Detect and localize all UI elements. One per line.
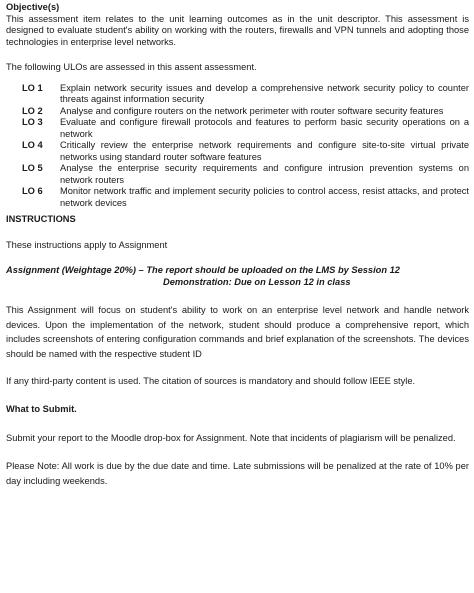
ulo-item-5 bbox=[6, 163, 469, 186]
ulo-code: LO 6 bbox=[22, 186, 43, 196]
assignment-demonstration: Demonstration: Due on Lesson 12 in class bbox=[163, 276, 351, 287]
ulo-item-2 bbox=[6, 106, 469, 118]
ulo-text: Monitor network traffic and implement security policies to control access, resist attacks, and protect network devices bbox=[60, 186, 469, 208]
ulo-text: Analyse the enterprise security requirements and configure intrusion prevention systems on network routers bbox=[60, 163, 469, 185]
ulo-item-3 bbox=[6, 117, 469, 140]
ulo-code: LO 5 bbox=[22, 163, 43, 173]
instructions-applies: These instructions apply to Assignment bbox=[6, 239, 168, 250]
objective-text: This assessment item relates to the unit learning outcomes as in the unit descriptor. This assessment is designed to evaluate student's ability on working with the routers, firewalls and VPN tunnels and adopting those technologies in enterprise level networks. bbox=[6, 13, 469, 47]
assignment-deadline: Assignment (Weightage 20%) – The report should be uploaded on the LMS by Session 12 bbox=[6, 265, 400, 275]
objective-heading: Objective(s) bbox=[6, 2, 60, 12]
ulo-intro: The following ULOs are assessed in this assent assessment. bbox=[6, 62, 257, 72]
submit-heading: What to Submit. bbox=[6, 403, 77, 414]
ulo-code: LO 2 bbox=[22, 105, 43, 116]
ulo-item-4 bbox=[6, 140, 469, 163]
submit-text: Submit your report to the Moodle drop-box for Assignment. Note that incidents of plagiarism will be penalized. bbox=[6, 433, 456, 443]
ulo-text: Evaluate and configure firewall protocols and features to perform basic security operations on a network bbox=[60, 117, 469, 139]
instructions-heading: INSTRUCTIONS bbox=[6, 214, 76, 224]
ulo-list bbox=[6, 83, 469, 210]
ulo-text: Explain network security issues and develop a comprehensive network security policy to counter threats against information security bbox=[60, 82, 469, 104]
ulo-code: LO 3 bbox=[22, 117, 43, 127]
ulo-code: LO 4 bbox=[22, 140, 43, 150]
ulo-text: Critically review the enterprise network requirements and configure site-to-site virtual private networks using standard router software features bbox=[60, 140, 469, 162]
assignment-focus: This Assignment will focus on student's ability to work on an enterprise level network and handle network devices. Upon the implementation of the network, student should produce a comprehensive report, which includes screenshots of entering configuration commands and brief explanation of the screenshots. The devices should be named with the respective student ID bbox=[6, 305, 469, 359]
ulo-item-1 bbox=[6, 83, 469, 106]
third-party-note: If any third-party content is used. The citation of sources is mandatory and should follow IEEE style. bbox=[6, 376, 416, 386]
ulo-item-6 bbox=[6, 186, 469, 209]
assessment-document bbox=[6, 2, 469, 489]
late-penalty-note: Please Note: All work is due by the due date and time. Late submissions will be penalized at the rate of 10% per day including weekends. bbox=[6, 461, 469, 486]
ulo-text: Analyse and configure routers on the network perimeter with router software security features bbox=[60, 105, 444, 116]
ulo-code: LO 1 bbox=[22, 82, 43, 93]
